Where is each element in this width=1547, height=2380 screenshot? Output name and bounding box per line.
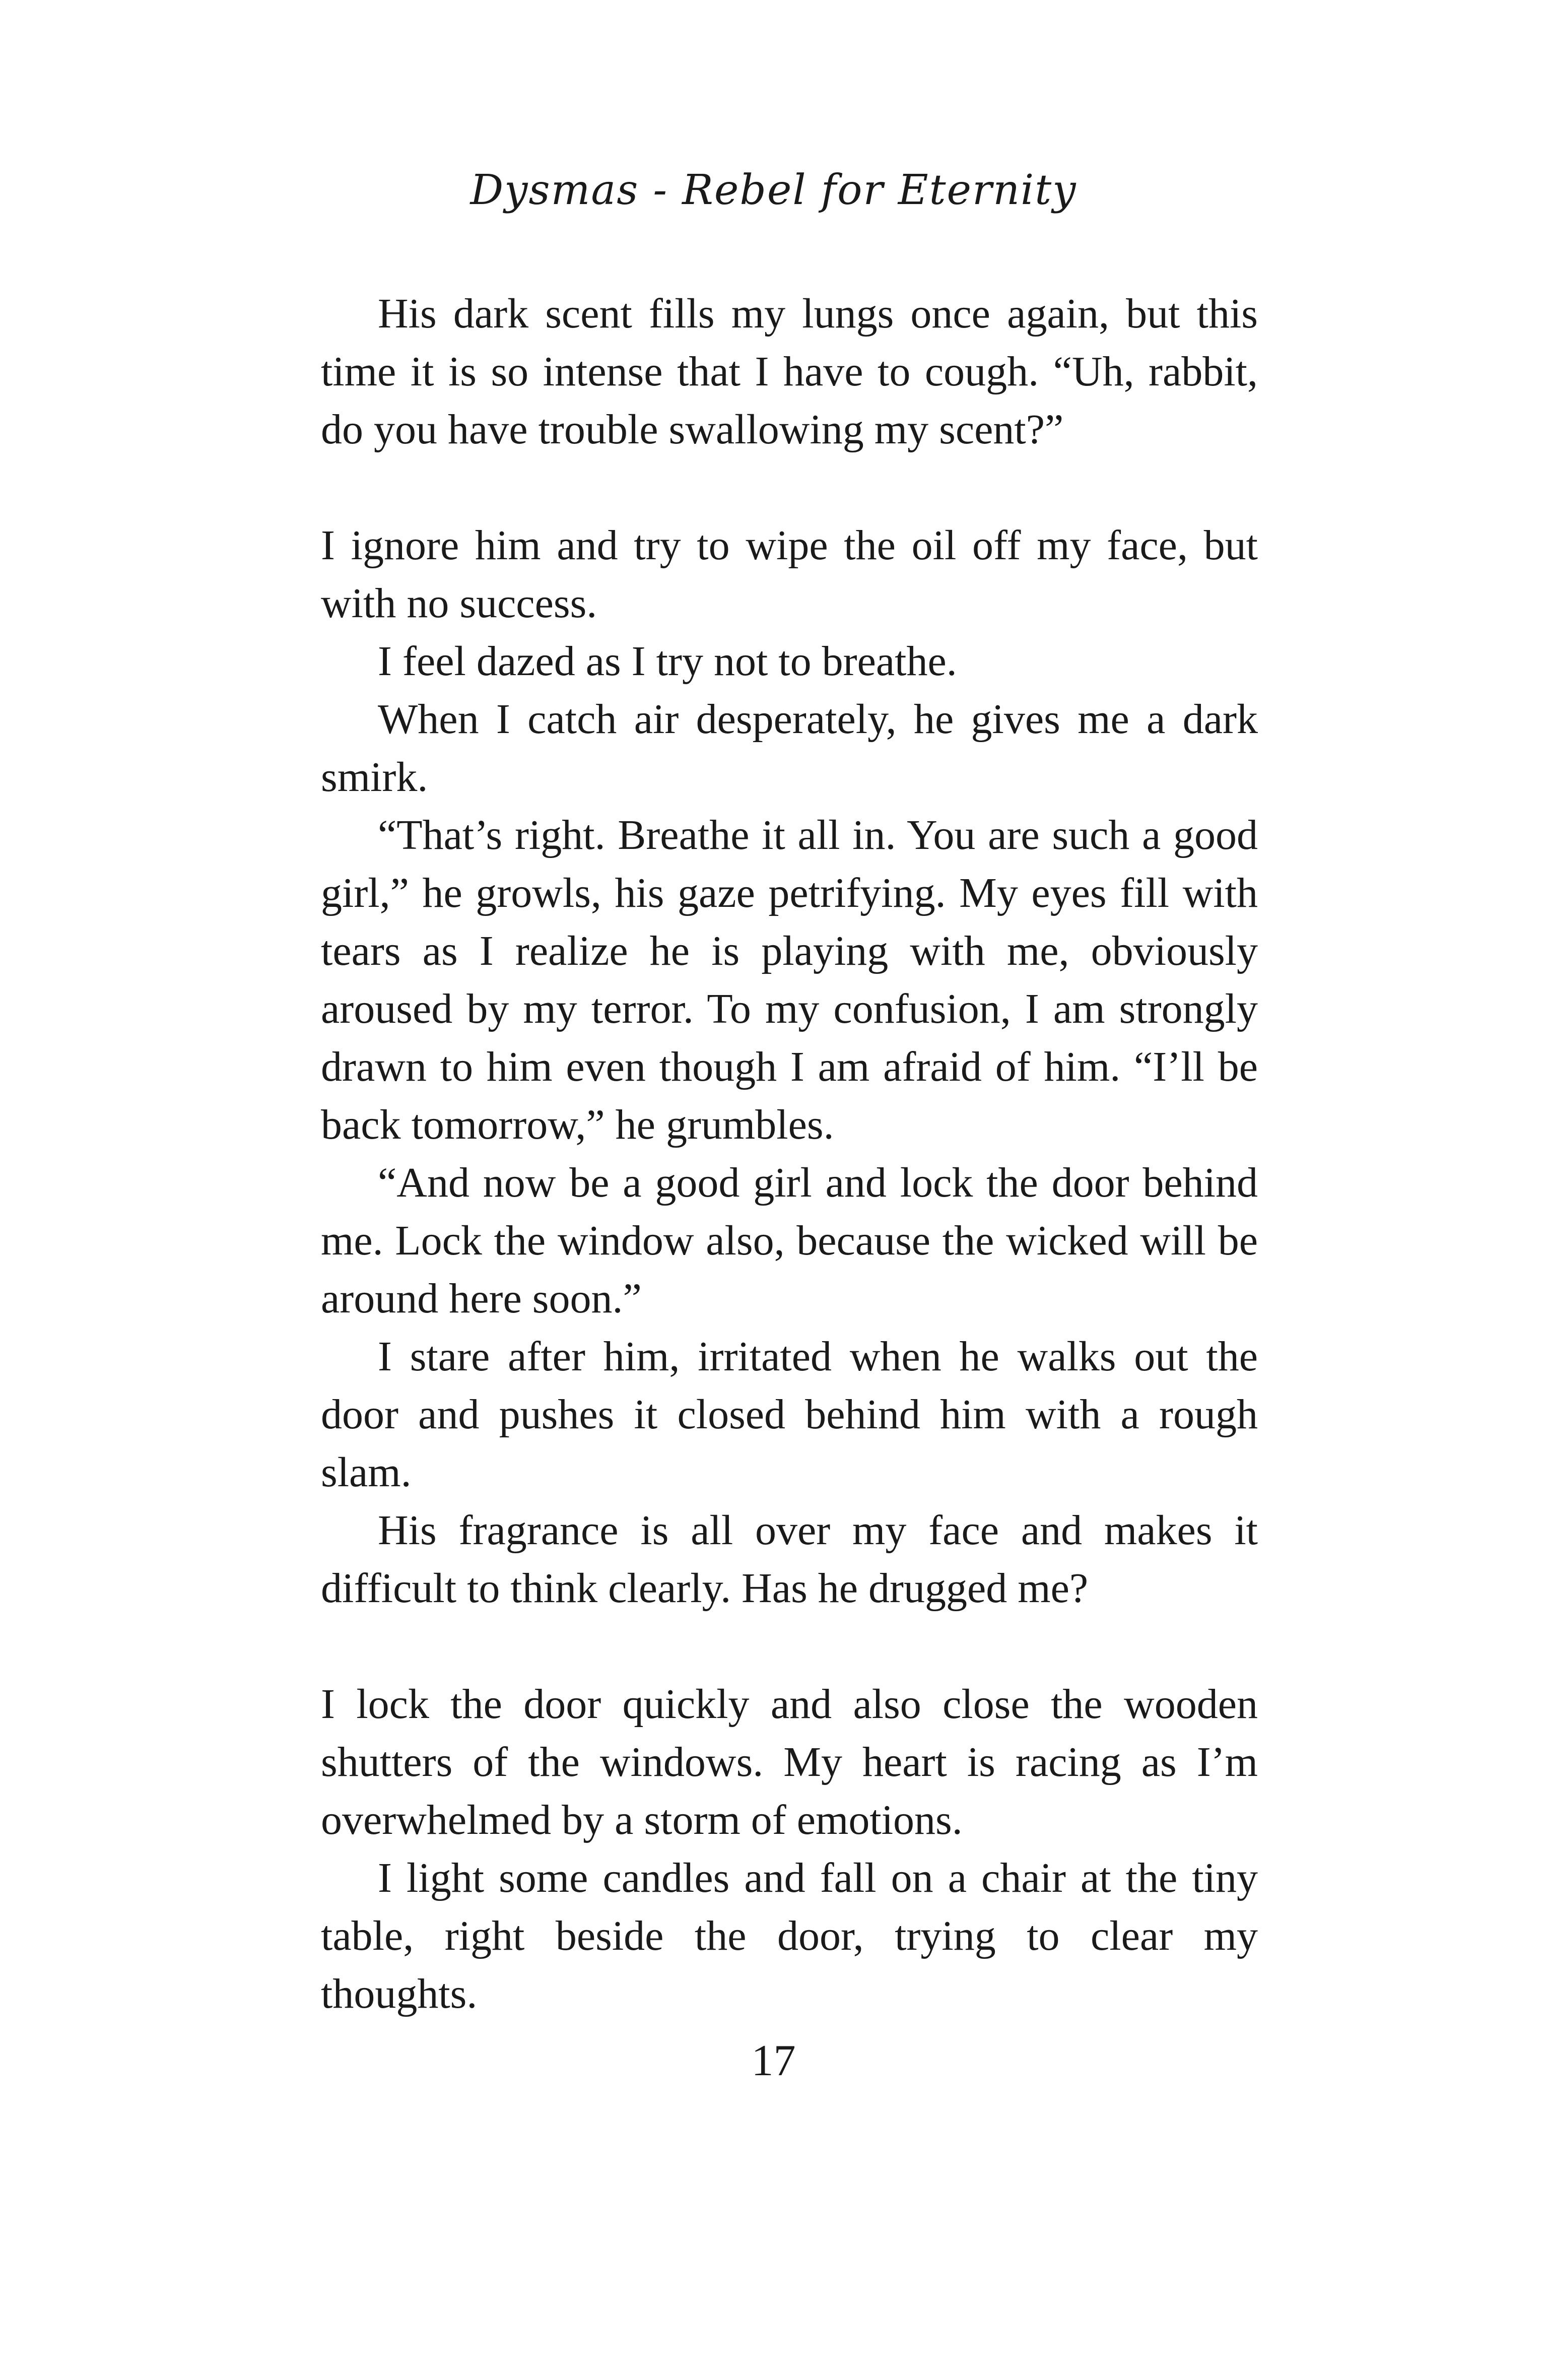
paragraph: His fragrance is all over my face and makes it difficult to think clearly. Has he drugged me? bbox=[321, 1507, 1258, 1612]
paragraph: I stare after him, irritated when he walks out the door and pushes it closed behind him with a rough slam. bbox=[321, 1333, 1258, 1496]
paragraph: I ignore him and try to wipe the oil off my face, but with no success. bbox=[321, 522, 1258, 627]
page-number: 17 bbox=[751, 2036, 796, 2085]
paragraph: I feel dazed as I try not to breathe. bbox=[378, 638, 957, 685]
section-break bbox=[321, 1617, 1258, 1675]
running-head: Dysmas - Rebel for Eternity bbox=[470, 166, 1077, 214]
section-break bbox=[321, 458, 1258, 516]
paragraph: His dark scent fills my lungs once again, but this time it is so intense that I have to cough. “Uh, rabbit, do you have trouble swallowing my scent?” bbox=[321, 290, 1258, 453]
paragraph: I light some candles and fall on a chair at the tiny table, right beside the door, trying to clear my thoughts. bbox=[321, 1855, 1258, 2017]
paragraph: “That’s right. Breathe it all in. You are such a good girl,” he growls, his gaze petrifying. My eyes fill with tears as I realize he is playing with me, obviously aroused by my terror. To my confusion, I am strongly drawn to him even though I am afraid of him. “I’ll be back tomorrow,” he grumbles. bbox=[321, 812, 1258, 1148]
body-text bbox=[321, 285, 1258, 2023]
paragraph: When I catch air desperately, he gives me a dark smirk. bbox=[321, 696, 1258, 801]
paragraph: “And now be a good girl and lock the door behind me. Lock the window also, because the wicked will be around here soon.” bbox=[321, 1159, 1258, 1322]
paragraph: I lock the door quickly and also close the wooden shutters of the windows. My heart is racing as I’m overwhelmed by a storm of emotions. bbox=[321, 1681, 1258, 1843]
